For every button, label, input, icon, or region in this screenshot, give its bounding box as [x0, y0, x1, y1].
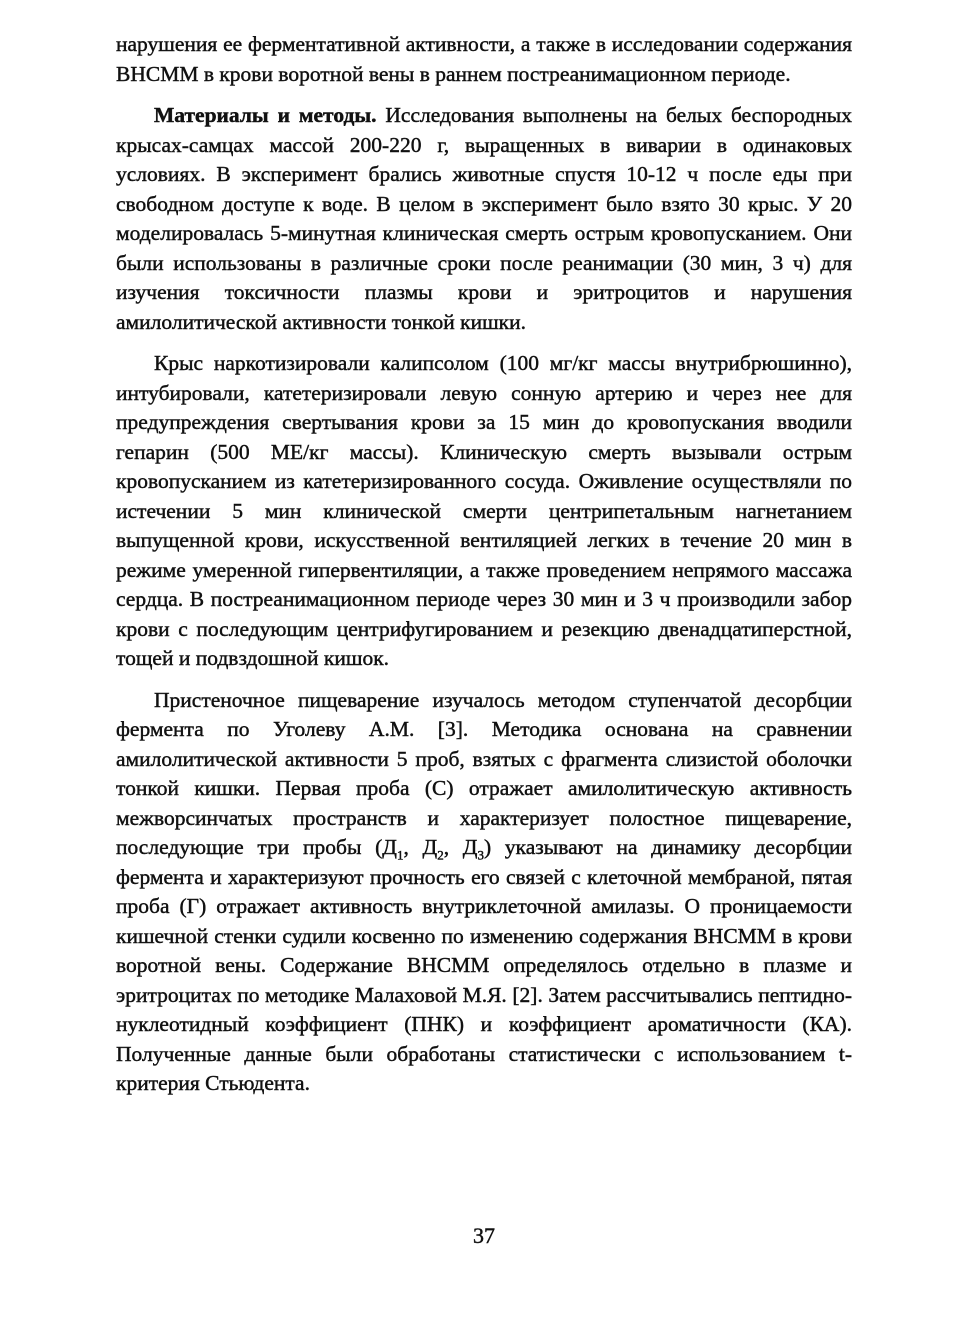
paragraph-text: Пристеночное пищеварение изучалось методом ступенчатой десорбции фермента по Уголеву А.М. [3]. Методика основана на сравнении амилолитической активности 5 проб, взятых с фрагмента слизистой оболочки тонкой кишки. Первая проба (С) отражает амилолитическую активность межворсинчатых пространств и характеризует полостное пищеварение, последующие три пробы (Д	[116, 687, 852, 859]
paragraph-anesthesia-procedure	[116, 349, 852, 674]
section-heading: Материалы и методы.	[154, 103, 377, 127]
paragraph-text: Исследования выполнены на белых беспородных крысах-самцах массой 200-220 г, выращенных в виварии в одинаковых условиях. В эксперимент брались животные спустя 10-12 ч после еды при свободном доступе к воде. В целом в эксперимент было взято 30 крыс. У 20 моделировалась 5-минутная клиническая смерть острым кровопусканием. Они были использованы в различные сроки после реанимации (30 мин, 3 ч) для изучения токсичности плазмы крови и эритроцитов и нарушения амилолитической активности тонкой кишки.	[116, 103, 852, 334]
subscript: 1	[396, 847, 404, 863]
paragraph-digestion-method	[116, 686, 852, 1099]
paragraph-text: ) указывают на динамику десорбции фермента и характеризуют прочность его связей с клеточной мембраной, пятая проба (Г) отражает активность внутриклеточной амилазы. О проницаемости кишечной стенки судили косвенно по изменению содержания ВНСММ в крови воротной вены. Содержание ВНСММ определялось отдельно в плазме и эритроцитах по методике Малаховой М.Я. [2]. Затем рассчитывались пептидно-нуклеотидный коэффициент (ПНК) и коэффициент ароматичности (КА). Полученные данные были обработаны статистически с использованием t-критерия Стьюдента.	[116, 835, 852, 1095]
paragraph-intro-continuation	[116, 30, 852, 89]
page-number: 37	[473, 1223, 495, 1248]
paragraph-materials-methods	[116, 101, 852, 337]
paragraph-text: нарушения ее ферментативной активности, а также в исследовании содержания ВНСММ в крови воротной вены в раннем постреанимационном периоде.	[116, 32, 852, 86]
paragraph-text: , Д	[443, 835, 478, 859]
subscript: 3	[477, 847, 484, 863]
page-body	[116, 30, 852, 1111]
subscript: 2	[437, 847, 444, 863]
paragraph-text: , Д	[403, 835, 438, 859]
paragraph-text: Крыс наркотизировали калипсолом (100 мг/кг массы внутрибрюшинно), интубировали, катетеризировали левую сонную артерию и через нее для предупреждения свертывания крови за 15 мин до кровопускания вводили гепарин (500 МЕ/кг массы). Клиническую смерть вызывали острым кровопусканием из катетеризированного сосуда. Оживление осуществляли по истечении 5 мин клинической смерти центрипетальным нагнетанием выпущенной крови, искусственной вентиляцией легких в течение 20 мин в режиме умеренной гипервентиляции, а также проведением непрямого массажа сердца. В постреанимационном периоде через 30 мин и 3 ч производили забор крови с последующим центрифугированием и резекцию двенадцатиперстной, тощей и подвздошной кишок.	[116, 351, 852, 670]
